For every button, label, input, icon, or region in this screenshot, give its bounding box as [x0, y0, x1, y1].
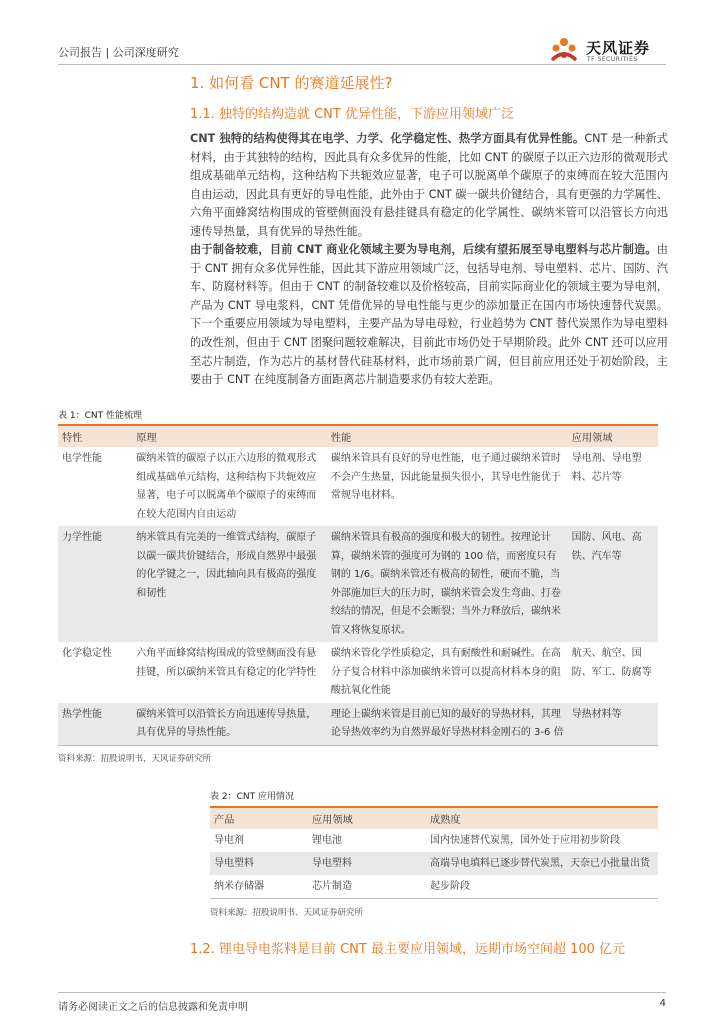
paragraph-1 — [190, 130, 668, 242]
logo-text: 天风证券 — [586, 39, 651, 57]
paragraph-2 — [190, 241, 668, 390]
column-header: 成熟度 — [426, 807, 658, 829]
table-cell: 锂电池 — [312, 835, 342, 846]
table-cell: 航天、航空、国防、军工、防腐等 — [571, 648, 652, 678]
table-cell: 纳米管具有完美的一维管式结构，碳原子以碳一碳共价键结合，形成自然界中最强的化学键之一，因此轴向具有极高的强度和韧性 — [132, 526, 327, 642]
table-row — [210, 875, 658, 899]
table-row — [210, 829, 658, 852]
disclaimer-text: 请务必阅读正文之后的信息披露和免责申明 — [58, 1002, 248, 1013]
table-cell: 国防、风电、高铁、汽车等 — [568, 526, 658, 642]
table-cell: 纳米存储器 — [214, 881, 264, 892]
table-cell: 导电塑料 — [308, 852, 426, 875]
table-cell: 国内快速替代炭黑，国外处于应用初步阶段 — [430, 835, 620, 846]
table-cell: 化学稳定性 — [62, 648, 112, 659]
table-2-caption: 表 2：CNT 应用情况 — [210, 792, 294, 802]
table-cell: 热学性能 — [58, 703, 132, 746]
subsection-heading-2: 1.2. 锂电导电浆料是目前 CNT 最主要应用领域，远期市场空间超 100 亿元 — [190, 942, 626, 957]
header-divider — [58, 64, 666, 65]
table-header-row — [58, 425, 658, 447]
column-header: 产品 — [210, 807, 308, 829]
table-cell: 导电塑料 — [210, 852, 308, 875]
page-number: 4 — [659, 998, 666, 1009]
table-cell: 导电剂、导电塑料、芯片等 — [571, 453, 642, 483]
column-header: 性能 — [327, 425, 568, 447]
table-2-source: 资料来源：招股说明书、天风证券研究所 — [210, 908, 364, 918]
report-type: 公司报告 | 公司深度研究 — [58, 46, 179, 59]
company-logo — [546, 36, 666, 66]
table-cell: 六角平面蜂窝结构围成的管壁侧面没有悬挂键，所以碳纳米管具有稳定的化学特性 — [136, 648, 317, 678]
table-1-source: 资料来源：招股说明书，天风证券研究所 — [58, 754, 212, 764]
table-cell: 高端导电填料已逐步替代炭黑，天奈已小批量出货 — [426, 852, 658, 875]
column-header: 应用领域 — [568, 425, 658, 447]
table-2 — [210, 806, 658, 899]
footer-divider — [58, 992, 666, 993]
table-cell: 导电剂 — [214, 835, 244, 846]
table-cell: 导热材料等 — [568, 703, 658, 746]
subsection-heading: 1.1. 独特的结构造就 CNT 优异性能，下游应用领域广泛 — [190, 107, 514, 122]
paragraph-2-lead: 由于制备较难，目前 CNT 商业化领域主要为导电剂，后续有望拓展至导电塑料与芯片制造。 — [190, 243, 657, 256]
page-header — [58, 36, 666, 66]
table-1-caption: 表 1：CNT 性能梳理 — [58, 411, 142, 421]
section-heading: 1. 如何看 CNT 的赛道延展性? — [190, 74, 393, 92]
table-cell: 碳纳米管的碳原子以正六边形的微观形式组成基础单元结构，这种结构下共轭效应显著，电子可以脱离单个碳原子的束缚而在较大范围内自由运动 — [136, 453, 317, 520]
table-cell: 碳纳米管具有良好的导电性能，电子通过碳纳米管时不会产生热量，因此能量损失很小，其导电性能优于常规导电材料。 — [330, 453, 561, 501]
table-header-row — [210, 807, 658, 829]
paragraph-1-lead: CNT 独特的结构使得其在电学、力学、化学稳定性、热学方面具有优异性能。 — [190, 132, 585, 145]
column-header: 应用领域 — [308, 807, 426, 829]
table-row — [58, 447, 658, 526]
paragraph-2-body: 由于 CNT 拥有众多优异性能，因此其下游应用领域广泛，包括导电剂、导电塑料、芯片、国防、汽车、防腐材料等。但由于 CNT 的制备较难以及价格较高，目前实际商业化的领域主要为导电剂，产品为 CNT 导电浆料，CNT 凭借优异的导电性能与更少的添加量正在国内市场快速替代炭黑。下一个重要应用领域为导电塑料，主要产品为导电母粒，行业趋势为 CNT 替代炭黑作为导电塑料的改性剂，但由于 CNT 团聚问题较难解决，目前此市场仍处于早期阶段。此外 CNT 还可以应用至芯片制造，作为芯片的基材替代硅基材料，此市场前景广阔，但目前应用还处于初始阶段，主要由于 CNT 在纯度制备方面距离芯片制造要求仍有较大差距。 — [190, 243, 668, 387]
table-cell: 芯片制造 — [312, 881, 352, 892]
table-1 — [58, 424, 658, 746]
logo-mark-icon — [546, 36, 582, 66]
table-cell: 碳纳米管化学性质稳定，具有耐酸性和耐碱性。在高分子复合材料中添加碳纳米管可以提高材料本身的阻酸抗氧化性能 — [330, 648, 561, 696]
table-cell: 起步阶段 — [430, 881, 470, 892]
table-cell: 力学性能 — [58, 526, 132, 642]
table-row — [58, 526, 658, 642]
table-row — [58, 642, 658, 703]
paragraph-1-body: CNT 是一种新式材料，由于其独特的结构，因此具有众多优异的性能，比如 CNT 的碳原子以正六边形的微观形式组成基础单元结构，这种结构下共轭效应显著，电子可以脱离单个碳原子的束缚而在较大范围内自由运动，因此具有更好的导电性能，此外由于 CNT 碳一碳共价键结合，具有更强的力学属性、六角平面蜂窝结构围成的管壁侧面没有悬挂键具有稳定的化学属性、碳纳米管可以沿管长方向迅速传导热量，具有优异的导热性能。 — [190, 132, 668, 238]
table-cell: 理论上碳纳米管是目前已知的最好的导热材料，其理论导热效率约为自然界最好导热材料金刚石的 3-6 倍 — [327, 703, 568, 746]
column-header: 原理 — [132, 425, 327, 447]
table-cell: 碳纳米管具有极高的强度和极大的韧性。按理论计算，碳纳米管的强度可为钢的 100 倍，而密度只有钢的 1/6。碳纳米管还有极高的韧性，硬而不脆，当外部施加巨大的压力时，碳纳米管会发生弯曲、打卷绞结的情况，但是不会断裂；当外力释放后，碳纳米管又将恢复原状。 — [327, 526, 568, 642]
table-cell: 电学性能 — [62, 453, 102, 464]
table-row — [58, 703, 658, 746]
column-header: 特性 — [58, 425, 132, 447]
logo-subtext: TF SECURITIES — [587, 56, 638, 63]
table-row — [210, 852, 658, 875]
table-cell: 碳纳米管可以沿管长方向迅速传导热量，具有优异的导热性能。 — [132, 703, 327, 746]
